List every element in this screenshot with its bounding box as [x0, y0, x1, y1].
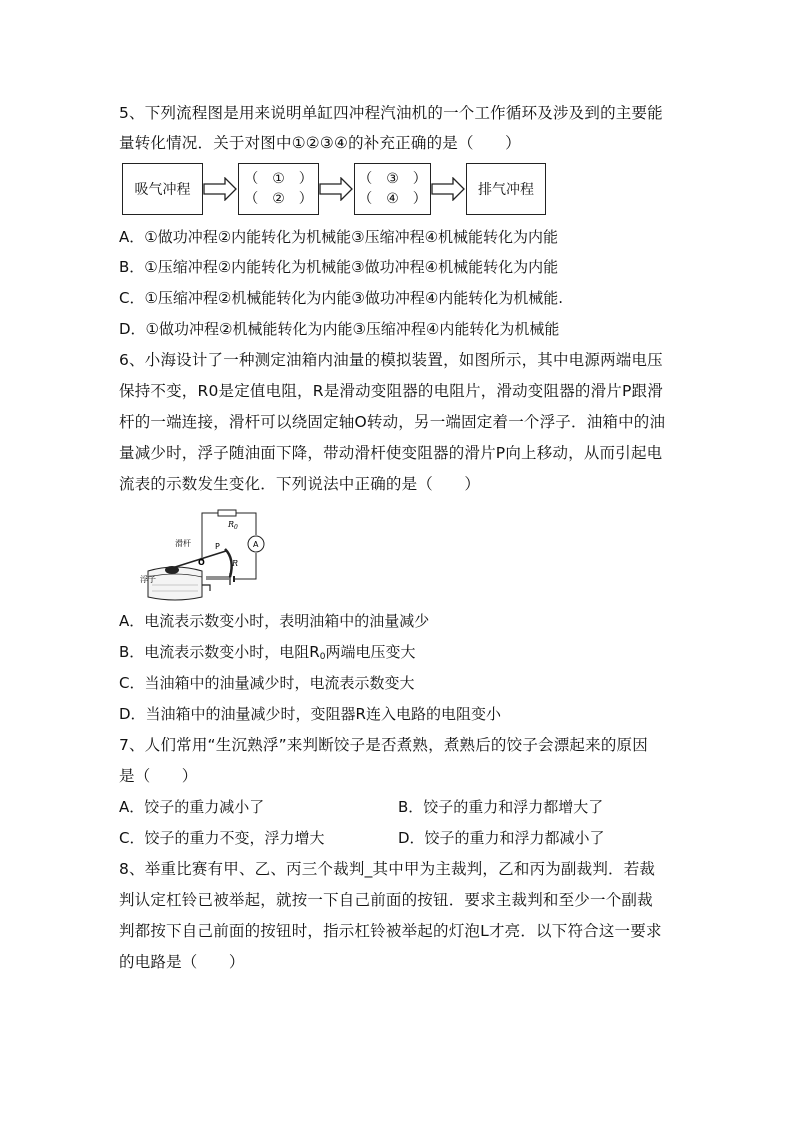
flow-box-intake — [122, 163, 203, 215]
label-float: 浮子 — [140, 575, 156, 584]
flow-arrow-1 — [203, 177, 238, 201]
q7-option-c: C．饺子的重力不变，浮力增大 — [119, 829, 325, 847]
label-o: O — [198, 558, 205, 567]
resistor-r0 — [218, 510, 236, 516]
flow-box-step-1-2 — [238, 163, 319, 215]
q8-stem-line-1: 8、举重比赛有甲、乙、丙三个裁判_其中甲为主裁判，乙和丙为副裁判．若裁 — [119, 860, 656, 878]
flow-arrow-2 — [319, 177, 354, 201]
q8-stem-line-2: 判认定杠铃已被举起，就按一下自己前面的按钮．要求主裁判和至少一个副裁 — [119, 891, 653, 909]
q6-stem-line-2: 保持不变，R0是定值电阻，R是滑动变阻器的电阻片，滑动变阻器的滑片P跟滑 — [119, 382, 663, 400]
q6-oil-gauge-figure — [140, 505, 280, 603]
flow-slot-1: （ ① ） — [244, 171, 313, 187]
flow-box-exhaust-label: 排气冲程 — [478, 182, 534, 198]
q5-option-c: C．①压缩冲程②机械能转化为内能③做功冲程④内能转化为机械能. — [119, 289, 564, 307]
q8-stem-line-3: 判都按下自己前面的按钮时，指示杠铃被举起的灯泡L才亮．以下符合这一要求 — [119, 922, 662, 940]
q6-stem-line-3: 杆的一端连接，滑杆可以绕固定轴O转动，另一端固定着一个浮子．油箱中的油 — [119, 413, 666, 431]
q6-option-b — [119, 642, 415, 667]
q5-option-b: B．①压缩冲程②内能转化为机械能③做功冲程④机械能转化为内能 — [119, 258, 559, 276]
q6-option-b-sub: 0 — [319, 652, 326, 662]
q5-stem-line-1: 5、下列流程图是用来说明单缸四冲程汽油机的一个工作循环及涉及到的主要能 — [119, 104, 663, 122]
q8-stem-line-4: 的电路是（ ） — [119, 953, 245, 971]
flow-slot-2: （ ② ） — [244, 191, 313, 207]
flow-slot-3: （ ③ ） — [358, 171, 427, 187]
flow-box-step-3-4 — [354, 163, 431, 215]
q7-option-a: A．饺子的重力减小了 — [119, 798, 265, 816]
float-icon — [165, 566, 179, 574]
label-p: P — [215, 542, 220, 551]
q6-option-d: D．当油箱中的油量减少时，变阻器R连入电路的电阻变小 — [119, 705, 501, 723]
q5-option-a: A．①做功冲程②内能转化为机械能③压缩冲程④机械能转化为内能 — [119, 228, 559, 246]
flow-box-intake-label: 吸气冲程 — [134, 182, 191, 198]
q6-option-a: A．电流表示数变小时，表明油箱中的油量减少 — [119, 612, 430, 630]
q6-stem-line-1: 6、小海设计了一种测定油箱内油量的模拟装置，如图所示，其中电源两端电压 — [119, 351, 663, 369]
label-ammeter: A — [253, 540, 259, 549]
q6-stem-line-5: 流表的示数发生变化．下列说法中正确的是（ ） — [119, 475, 481, 493]
rheostat-r — [225, 549, 232, 577]
q7-stem-line-1: 7、人们常用“生沉熟浮”来判断饺子是否煮熟，煮熟后的饺子会漂起来的原因 — [119, 736, 648, 754]
flow-box-exhaust — [466, 163, 546, 215]
label-rod: 滑杆 — [175, 539, 191, 548]
q6-stem-line-4: 量减少时，浮子随油面下降，带动滑杆使变阻器的滑片P向上移动，从而引起电 — [119, 444, 663, 462]
q5-stem-line-2: 量转化情况．关于对图中①②③④的补充正确的是（ ） — [119, 134, 521, 152]
q5-option-d: D．①做功冲程②机械能转化为内能③压缩冲程④内能转化为机械能 — [119, 320, 560, 338]
q6-option-b-post: 两端电压变大 — [325, 643, 416, 661]
q7-option-b: B．饺子的重力和浮力都增大了 — [398, 798, 604, 816]
flow-slot-4: （ ④ ） — [358, 191, 427, 207]
label-r0: $R_0$ — [228, 520, 238, 531]
label-r: R — [232, 559, 239, 568]
q7-option-d: D．饺子的重力和浮力都减小了 — [398, 829, 605, 847]
q6-option-c: C．当油箱中的油量减少时，电流表示数变大 — [119, 674, 415, 692]
flow-arrow-3 — [431, 177, 466, 201]
q6-option-b-pre: B．电流表示数变小时，电阻R — [119, 643, 320, 661]
q7-stem-line-2: 是（ ） — [119, 767, 198, 785]
